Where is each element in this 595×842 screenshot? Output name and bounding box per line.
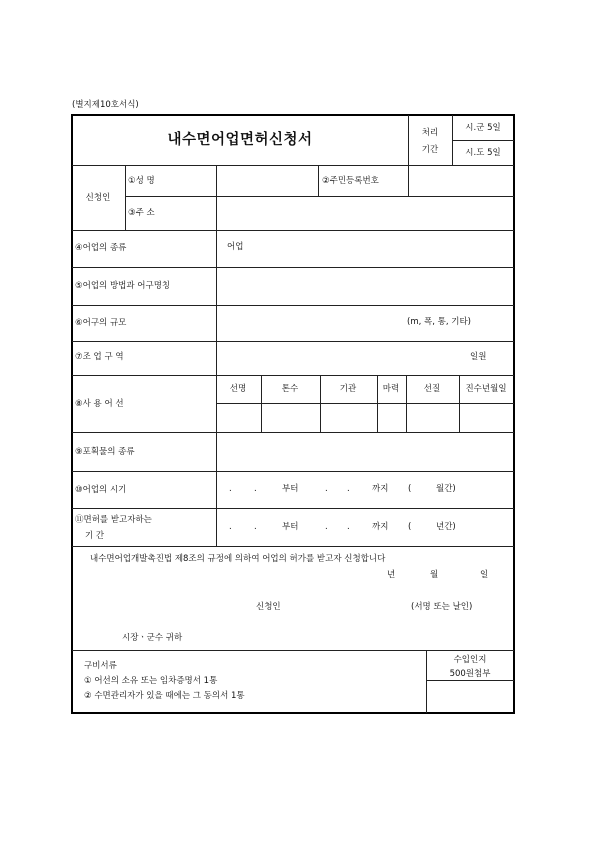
rrn-field[interactable]: [410, 167, 512, 195]
processing-sido: 시.도 5일: [465, 148, 501, 158]
vessel-header-tonnage: 톤수: [281, 384, 299, 394]
name-field[interactable]: [218, 167, 317, 195]
date-year: 년: [387, 570, 396, 580]
license-years: 년간): [436, 522, 456, 532]
period-dot: .: [325, 484, 328, 494]
period-from: 부터: [282, 484, 299, 494]
sign-or-seal: (서명 또는 날인): [411, 602, 473, 612]
declaration-text: 내수면어업개발촉진법 제8조의 규정에 의하여 어업의 허가를 받고자 신청합니다: [90, 554, 386, 564]
method-field[interactable]: [218, 269, 512, 304]
vessel-header-engine: 기관: [339, 384, 357, 394]
zone-label: ⑦조 업 구 역: [75, 352, 124, 362]
date-day: 일: [480, 570, 489, 580]
fishery-type-label: ④어업의 종류: [75, 243, 127, 253]
zone-suffix: 일원: [470, 352, 487, 362]
stamp-value: 500원첨부: [449, 669, 491, 679]
period-label: ⑩어업의 시기: [75, 485, 127, 495]
declaration-applicant: 신청인: [256, 602, 281, 612]
vessel-header-horsepower: 마력: [382, 384, 400, 394]
date-month: 월: [430, 570, 439, 580]
method-label: ⑤어업의 방법과 어구명칭: [75, 281, 171, 291]
form-title: 내수면어업면허신청서: [167, 132, 313, 148]
license-dot: .: [325, 522, 328, 532]
license-to: 까지: [372, 522, 389, 532]
processing-label-2: 기간: [421, 145, 439, 155]
name-label: ①성 명: [128, 176, 155, 186]
license-dot: .: [254, 522, 257, 532]
period-months: 월간): [436, 484, 456, 494]
license-period-label-1: ⑪면허를 받고자하는: [75, 515, 152, 525]
license-from: 부터: [282, 522, 299, 532]
processing-sigun: 시.군 5일: [465, 123, 501, 133]
documents-heading: 구비서류: [84, 661, 117, 671]
license-open: (: [408, 522, 412, 532]
period-to: 까지: [372, 484, 389, 494]
vessel-header-hull: 선질: [423, 384, 441, 394]
catch-field[interactable]: [218, 434, 512, 470]
period-dot: .: [254, 484, 257, 494]
processing-label-1: 처리: [421, 128, 439, 138]
documents-item-1: ① 어선의 소유 또는 임차증명서 1통: [84, 676, 218, 686]
address-label: ③주 소: [128, 208, 155, 218]
stamp-label: 수입인지: [453, 655, 487, 665]
period-dot: .: [229, 484, 232, 494]
license-dot: .: [229, 522, 232, 532]
form-number: (별지제10호서식): [72, 100, 139, 110]
license-dot: .: [347, 522, 350, 532]
fishery-type-value: 어업: [227, 242, 244, 252]
documents-item-2: ② 수면관리자가 있을 때에는 그 동의서 1통: [84, 691, 245, 701]
gear-size-label: ⑥어구의 규모: [75, 318, 127, 328]
vessel-header-name: 선명: [229, 384, 247, 394]
period-dot: .: [347, 484, 350, 494]
catch-label: ⑨포획물의 종류: [75, 447, 135, 457]
vessel-header-launch-date: 진수년월일: [465, 384, 507, 394]
rrn-label: ②주민등록번호: [322, 176, 379, 186]
addressee: 시장ㆍ군수 귀하: [122, 633, 183, 643]
address-field[interactable]: [218, 198, 512, 229]
gear-size-unit: (m, 폭, 통, 기타): [407, 317, 471, 327]
period-open: (: [408, 484, 412, 494]
license-period-label-2: 기 간: [85, 531, 105, 541]
applicant-group-label: 신청인: [85, 193, 111, 203]
vessel-label: ⑧사 용 어 선: [75, 399, 124, 409]
